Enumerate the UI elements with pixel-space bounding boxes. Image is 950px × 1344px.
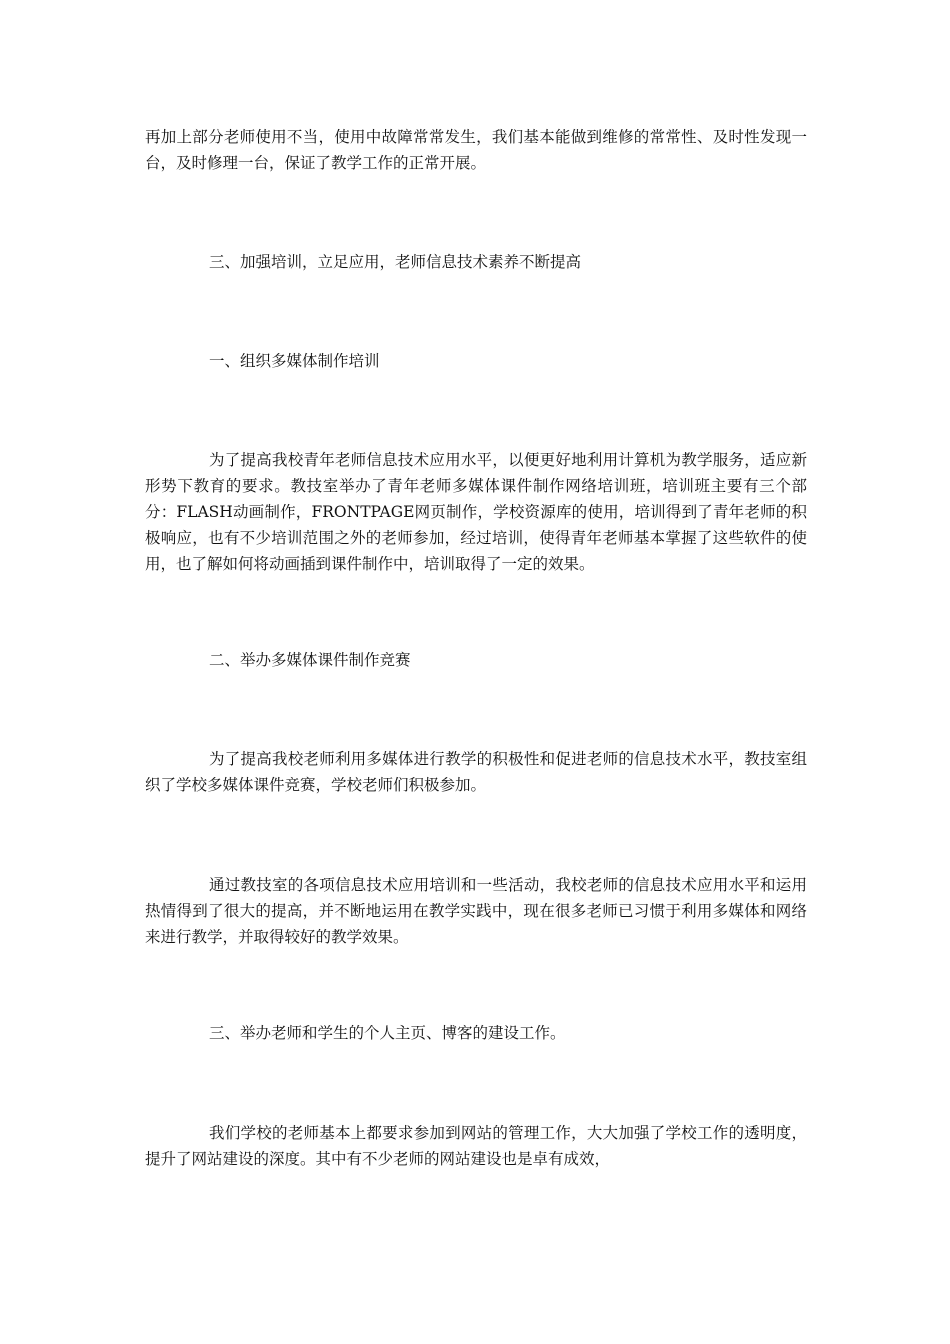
subheading-homepage-blog: 三、举办老师和学生的个人主页、博客的建设工作。: [209, 1024, 566, 1042]
paragraph-contest-details: 为了提高我校老师利用多媒体进行教学的积极性和促进老师的信息技术水平，教技室组织了学校多媒体课件竞赛，学校老师们积极参加。: [145, 750, 807, 794]
paragraph-maintenance: 再加上部分老师使用不当，使用中故障常常发生，我们基本能做到维修的常常性、及时性发现一台，及时修理一台，保证了教学工作的正常开展。: [145, 128, 807, 172]
paragraph-training-details: 为了提高我校青年老师信息技术应用水平，以便更好地利用计算机为教学服务，适应新形势下教育的要求。教技室举办了青年老师多媒体课件制作网络培训班，培训班主要有三个部分：FLASH动画制作，FRONTPAGE网页制作，学校资源库的使用，培训得到了青年老师的积极响应，也有不少培训范围之外的老师参加，经过培训，使得青年老师基本掌握了这些软件的使用，也了解如何将动画插到课件制作中，培训取得了一定的效果。: [145, 451, 807, 573]
paragraph-website-management: 我们学校的老师基本上都要求参加到网站的管理工作，大大加强了学校工作的透明度，提升了网站建设的深度。其中有不少老师的网站建设也是卓有成效，: [145, 1124, 807, 1168]
subheading-courseware-contest: 二、举办多媒体课件制作竞赛: [209, 651, 411, 669]
paragraph-training-results: 通过教技室的各项信息技术应用培训和一些活动，我校老师的信息技术应用水平和运用热情得到了很大的提高，并不断地运用在教学实践中，现在很多老师已习惯于利用多媒体和网络来进行教学，并取得较好的教学效果。: [145, 876, 807, 946]
section-heading-training: 三、加强培训，立足应用，老师信息技术素养不断提高: [209, 253, 582, 271]
subheading-multimedia-training: 一、组织多媒体制作培训: [209, 352, 380, 370]
